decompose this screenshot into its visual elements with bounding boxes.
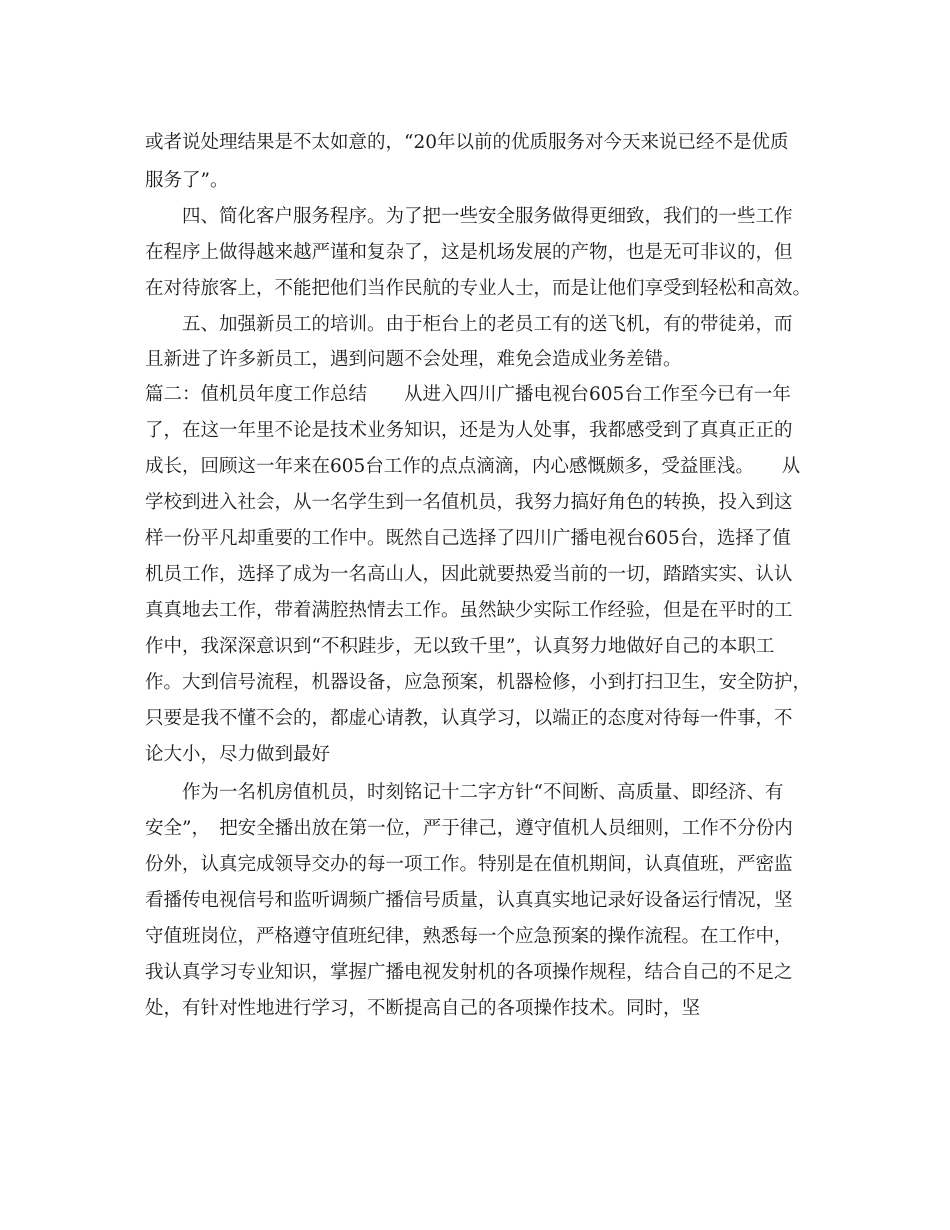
text-line: 服务了”。 — [145, 170, 229, 191]
text-line: 机员工作，选择了成为一名高山人，因此就要热爱当前的一切，踏踏实实、认认 — [145, 564, 793, 585]
text-line: 处，有针对性地进行学习，不断提高自己的各项操作技术。同时，坚 — [145, 998, 701, 1019]
text-line: 看播传电视信号和监听调频广播信号质量，认真真实地记录好设备运行情况，坚 — [145, 890, 793, 911]
text-line: 且新进了许多新员工，遇到问题不会处理，难免会造成业务差错。 — [145, 349, 682, 370]
text-line: 四、简化客户服务程序。为了把一些安全服务做得更细致，我们的一些工作 — [145, 206, 793, 227]
text-line: 只要是我不懂不会的，都虚心请教，认真学习，以端正的态度对待每一件事，不 — [145, 708, 793, 729]
text-line: 学校到进入社会，从一名学生到一名值机员，我努力搞好角色的转换，投入到这 — [145, 492, 793, 513]
text-line: 在程序上做得越来越严谨和复杂了，这是机场发展的产物，也是无可非议的，但 — [145, 242, 793, 263]
text-line: 真真地去工作，带着满腔热情去工作。虽然缺少实际工作经验，但是在平时的工 — [145, 600, 793, 621]
text-line: 样一份平凡却重要的工作中。既然自己选择了四川广播电视台605台，选择了值 — [145, 528, 791, 549]
text-line: 作中，我深深意识到“不积跬步，无以致千里”，认真努力地做好自己的本职工 — [145, 636, 775, 657]
section-heading-line: 篇二：值机员年度工作总结 从进入四川广播电视台605台工作至今已有一年 — [145, 384, 791, 405]
text-line: 作为一名机房值机员，时刻铭记十二字方针“不间断、高质量、即经济、有 — [145, 782, 784, 803]
text-line: 了，在这一年里不论是技术业务知识，还是为人处事，我都感受到了真真正正的 — [145, 420, 793, 441]
text-line: 份外，认真完成领导交办的每一项工作。特别是在值机期间，认真值班，严密监 — [145, 854, 793, 875]
text-line: 守值班岗位，严格遵守值班纪律，熟悉每一个应急预案的操作流程。在工作中， — [145, 926, 793, 947]
text-line: 成长，回顾这一年来在605台工作的点点滴滴，内心感慨颇多，受益匪浅。 从 — [145, 456, 801, 477]
text-line: 论大小，尽力做到最好 — [145, 744, 331, 765]
text-line: 或者说处理结果是不太如意的，“20年以前的优质服务对今天来说已经不是优质 — [145, 132, 789, 153]
text-line: 五、加强新员工的培训。由于柜台上的老员工有的送飞机，有的带徒弟，而 — [145, 314, 793, 335]
text-line: 安全”， 把安全播出放在第一位，严于律己，遵守值机人员细则，工作不分份内 — [145, 818, 793, 839]
text-line: 我认真学习专业知识，掌握广播电视发射机的各项操作规程，结合自己的不足之 — [145, 962, 793, 983]
text-line: 在对待旅客上，不能把他们当作民航的专业人士，而是让他们享受到轻松和高效。 — [145, 278, 812, 299]
text-line: 作。大到信号流程，机器设备，应急预案，机器检修，小到打扫卫生，安全防护， — [145, 672, 812, 693]
